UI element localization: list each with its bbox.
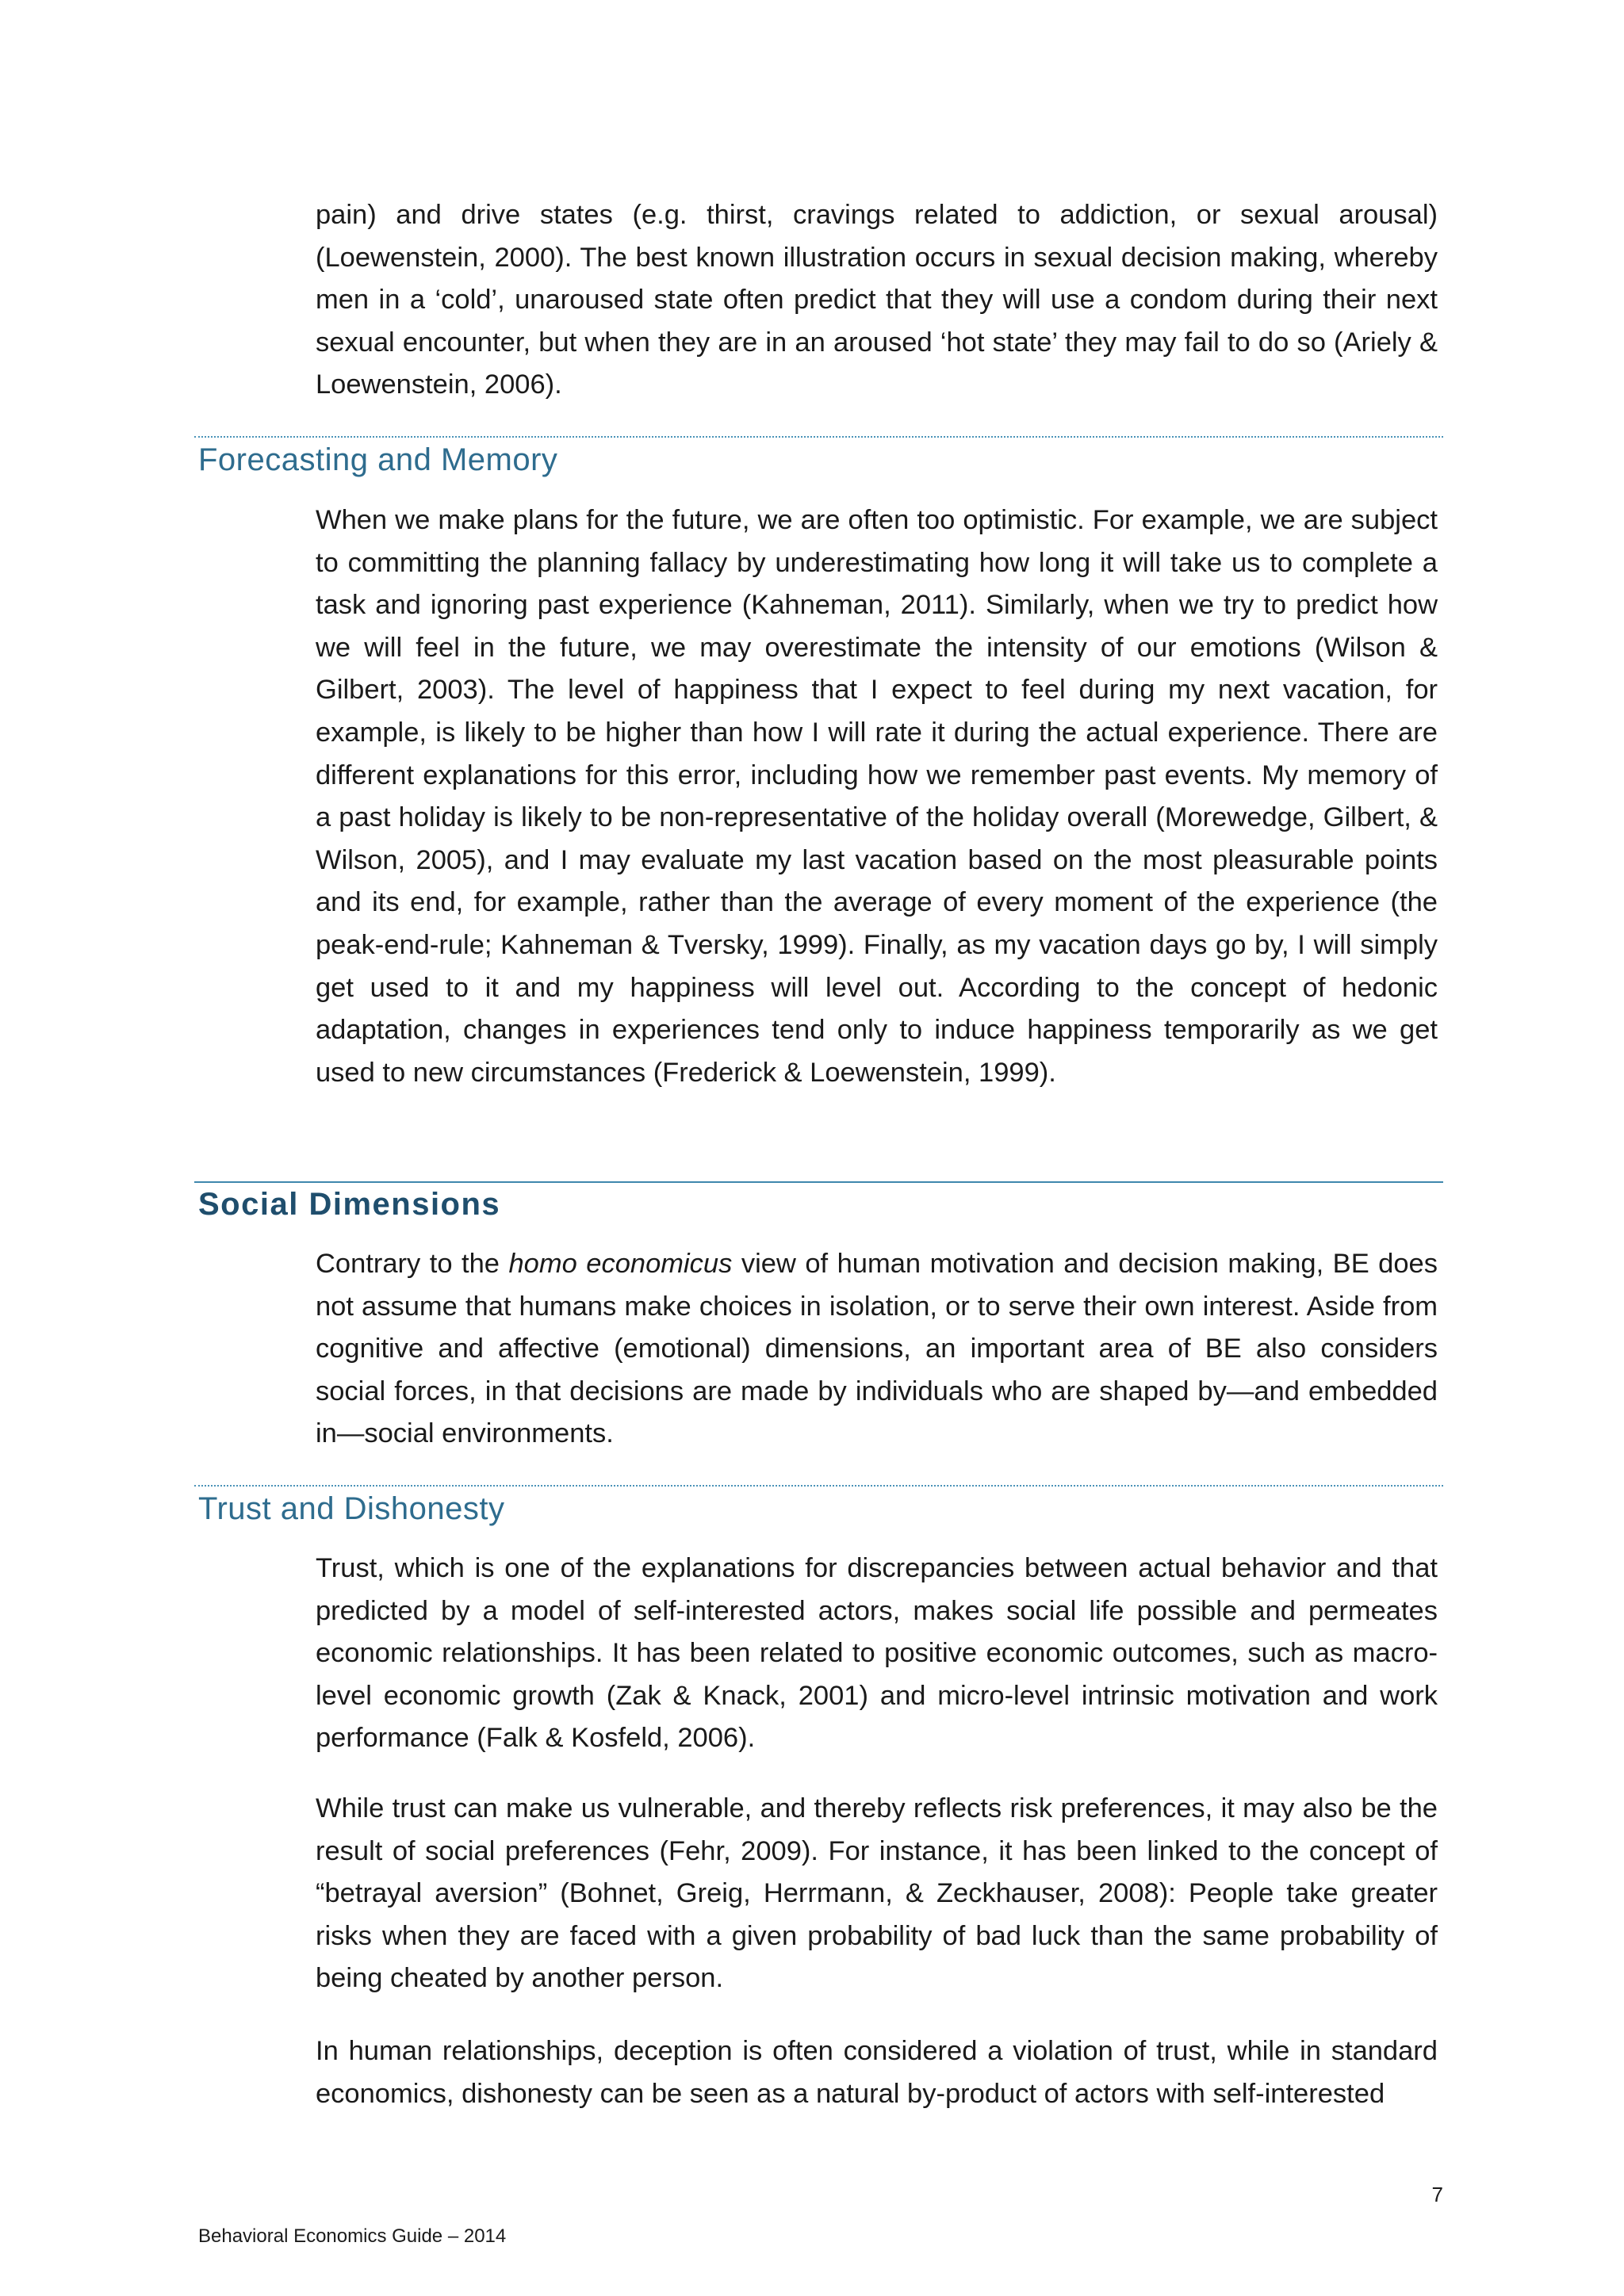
section-divider-dotted [194,1485,1443,1487]
paragraph-social-text-end: view of human motivation and decision making, BE does not assume that humans make choices in isolation, or to serve their own interest. Aside from cognitive and affective (emotional) dimensions, an important area of BE also considers social forces, in that decisions are made by individuals who are shaped by—and embedded in—social environments. [316,1249,1438,1449]
footer-guide-title: Behavioral Economics Guide – 2014 [198,2225,507,2247]
heading-forecasting-and-memory: Forecasting and Memory [198,442,558,477]
paragraph-trust-1: Trust, which is one of the explanations for discrepancies between actual behavior and that predicted by a model of self-interested actors, makes social life possible and permeates economic relationships. It has been related to positive economic outcomes, such as macro-level economic growth (Zak & Knack, 2001) and micro-level intrinsic motivation and work performance (Falk & Kosfeld, 2006). [316,1553,1438,1754]
paragraph-forecasting: When we make plans for the future, we are often too optimistic. For example, we are subject to committing the planning fallacy by underestimating how long it will take us to complete a task and ignoring past experience (Kahneman, 2011). Similarly, when we try to predict how we will feel in the future, we may overestimate the intensity of our emotions (Wilson & Gilbert, 2003). The level of happiness that I expect to feel during my next vacation, for example, is likely to be higher than how I will rate it during the actual experience. There are different explanations for this error, including how we remember past events. My memory of a past holiday is likely to be non-representative of the holiday overall (Morewedge, Gilbert, & Wilson, 2005), and I may evaluate my last vacation based on the most pleasurable points and its end, for example, rather than the average of every moment of the experience (the peak-end-rule; Kahneman & Tversky, 1999). Finally, as my vacation days go by, I will simply get used to it and my happiness will level out. According to the concept of hedonic adaptation, changes in experiences tend only to induce happiness temporarily as we get used to new circumstances (Frederick & Loewenstein, 1999). [316,505,1438,1088]
heading-trust-and-dishonesty: Trust and Dishonesty [198,1491,505,1526]
homo-economicus-term: homo economicus [508,1249,733,1279]
section-divider-solid [194,1181,1443,1183]
page-number: 7 [1431,2183,1443,2206]
paragraph-social-text-start: Contrary to the [316,1249,509,1279]
section-divider-dotted [194,436,1443,438]
heading-social-dimensions: Social Dimensions [198,1187,501,1222]
paragraph-trust-2: While trust can make us vulnerable, and thereby reflects risk preferences, it may also be the result of social preferences (Fehr, 2009). For instance, it has been linked to the concept of “betrayal aversion” (Bohnet, Greig, Herrmann, & Zeckhauser, 2008): People take greater risks when they are faced with a given probability of bad luck than the same probability of being cheated by another person. [316,1793,1438,1994]
paragraph-intro: pain) and drive states (e.g. thirst, cravings related to addiction, or sexual arousal) (Loewenstein, 2000). The best known illustration occurs in sexual decision making, whereby men in a ‘cold’, unaroused state often predict that they will use a condom during their next sexual encounter, but when they are in an aroused ‘hot state’ they may fail to do so (Ariely & Loewenstein, 2006). [316,200,1438,400]
paragraph-trust-3: In human relationships, deception is often considered a violation of trust, while in standard economics, dishonesty can be seen as a natural by-product of actors with self-interested [316,2036,1438,2109]
paragraph-social-dimensions [316,1243,1438,1456]
